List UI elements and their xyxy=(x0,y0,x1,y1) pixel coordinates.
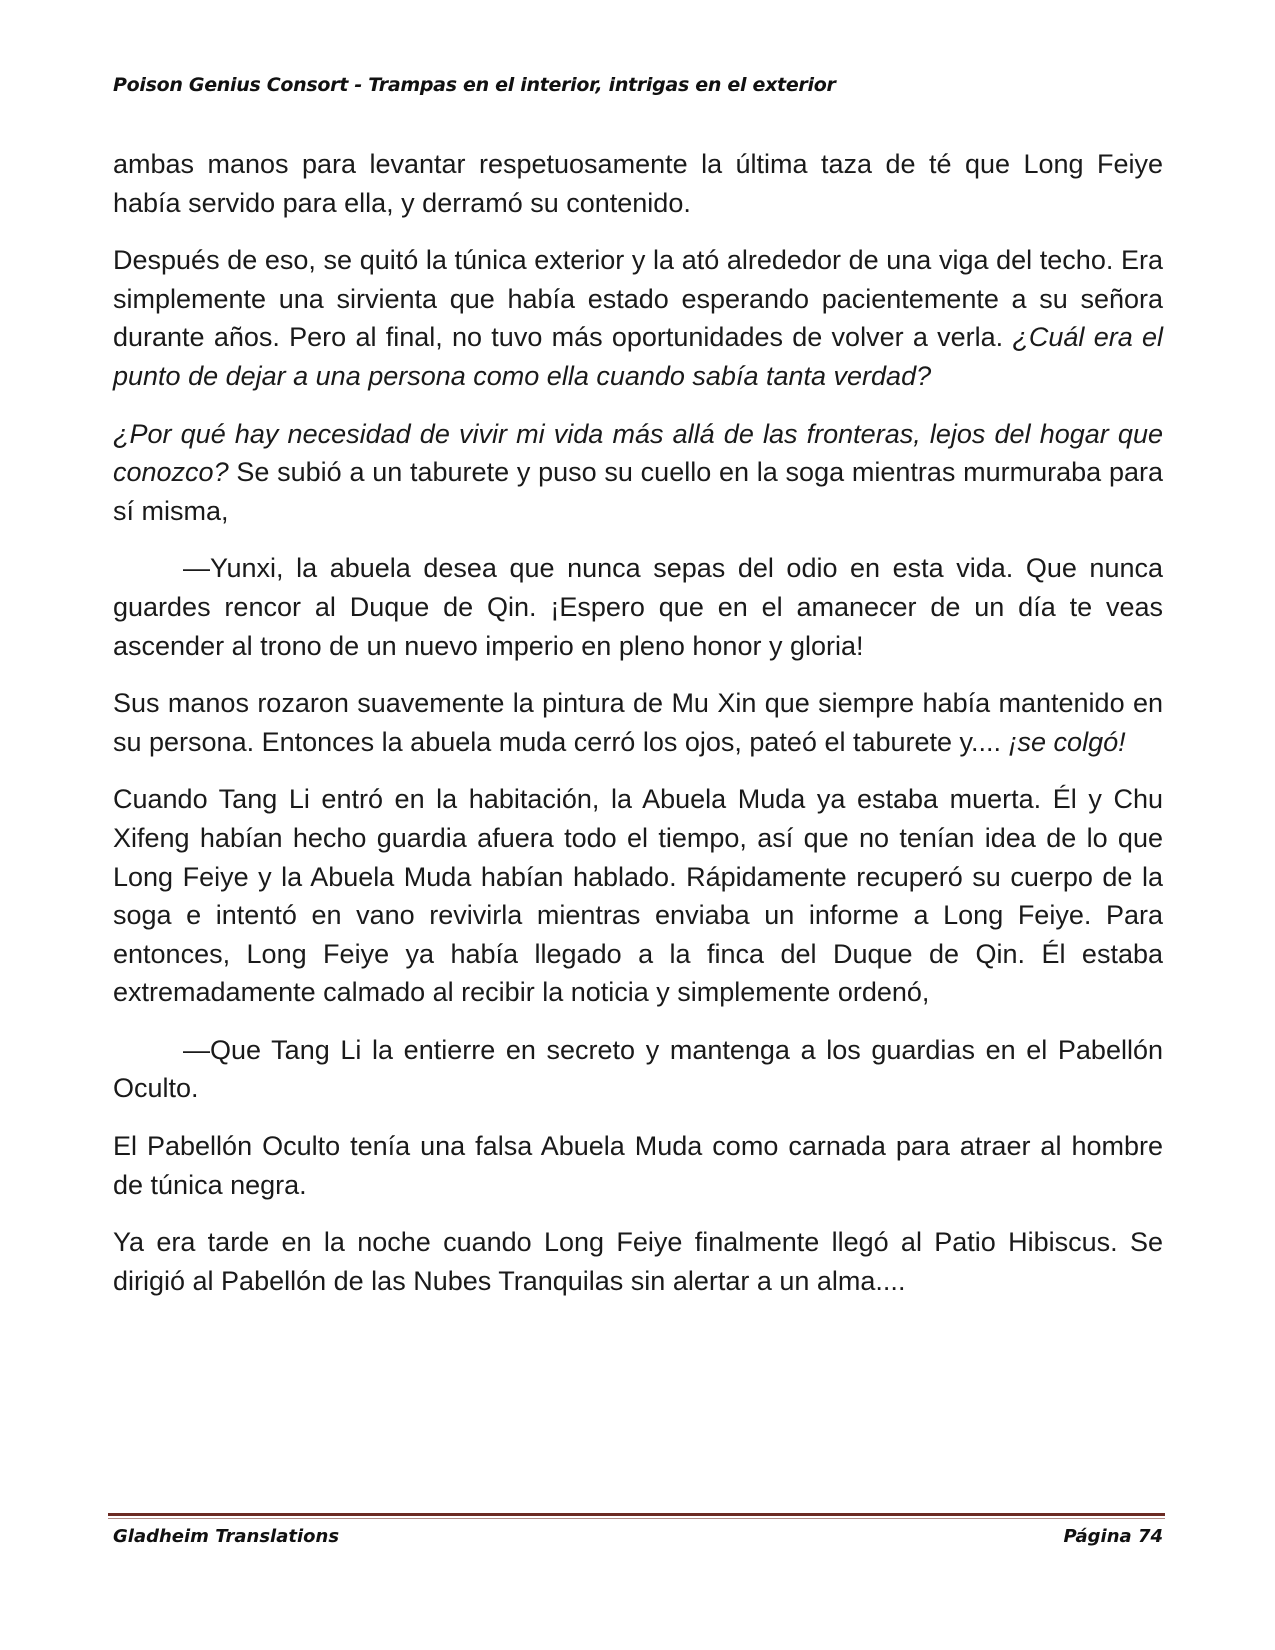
paragraph-text: Sus manos rozaron suavemente la pintura de Mu Xin que siempre había mantenido en su persona. Entonces la abuela muda cerró los ojos, pateó el taburete y.... xyxy=(113,688,1163,757)
paragraph-text: Ya era tarde en la noche cuando Long Feiye finalmente llegó al Patio Hibiscus. Se dirigió al Pabellón de las Nubes Tranquilas sin alertar a un alma.... xyxy=(113,1227,1163,1296)
paragraph-text: —Que Tang Li la entierre en secreto y mantenga a los guardias en el Pabellón Oculto. xyxy=(113,1034,1163,1104)
paragraph xyxy=(113,1127,1163,1204)
page-number: Página 74 xyxy=(1063,1526,1163,1547)
paragraph xyxy=(113,1223,1163,1300)
paragraph-italic-text: ¡se colgó! xyxy=(1008,726,1126,757)
dialogue-paragraph xyxy=(113,1031,1163,1108)
dialogue-paragraph xyxy=(113,549,1163,665)
paragraph-italic-text: ¿Por qué hay necesidad de vivir mi vida más allá de las fronteras, lejos del hogar que conozco? xyxy=(113,418,1163,488)
paragraph xyxy=(113,415,1163,531)
paragraph xyxy=(113,684,1163,761)
paragraph-text: Cuando Tang Li entró en la habitación, la Abuela Muda ya estaba muerta. Él y Chu Xifeng habían hecho guardia afuera todo el tiempo, así que no tenían idea de lo que Long Feiye y la Abuela Muda habían hablado. Rápidamente recuperó su cuerpo de la soga e intentó en vano revivirla mientras enviaba un informe a Long Feiye. Para entonces, Long Feiye ya había llegado a la finca del Duque de Qin. Él estaba extremadamente calmado al recibir la noticia y simplemente ordenó, xyxy=(113,784,1163,1008)
paragraph xyxy=(113,241,1163,395)
running-header: Poison Genius Consort - Trampas en el interior, intrigas en el exterior xyxy=(113,74,836,96)
paragraph-text: ambas manos para levantar respetuosamente la última taza de té que Long Feiye había servido para ella, y derramó su contenido. xyxy=(113,149,1163,218)
footer-publisher: Gladheim Translations xyxy=(113,1526,340,1547)
paragraph-text: El Pabellón Oculto tenía una falsa Abuela Muda como carnada para atraer al hombre de túnica negra. xyxy=(113,1131,1163,1200)
paragraph-italic-text: ¿Cuál era el punto de dejar a una persona como ella cuando sabía tanta verdad? xyxy=(113,322,1163,391)
paragraph-text: —Yunxi, la abuela desea que nunca sepas del odio en esta vida. Que nunca guardes rencor al Duque de Qin. ¡Espero que en el amanecer de un día te veas ascender al trono de un nuevo imperio en pleno honor y gloria! xyxy=(113,553,1163,661)
paragraph-text: Después de eso, se quitó la túnica exterior y la ató alrededor de una viga del techo. Era simplemente una sirvienta que había estado esperando pacientemente a su señora durante años. Pero al final, no tuvo más oportunidades de volver a verla. xyxy=(113,245,1163,353)
paragraph xyxy=(113,145,1163,222)
body-text xyxy=(113,145,1163,1319)
paragraph-text: Se subió a un taburete y puso su cuello en la soga mientras murmuraba para sí misma, xyxy=(113,457,1163,526)
footer-divider-thin xyxy=(108,1518,1165,1519)
paragraph xyxy=(113,780,1163,1012)
footer-divider xyxy=(108,1513,1165,1516)
